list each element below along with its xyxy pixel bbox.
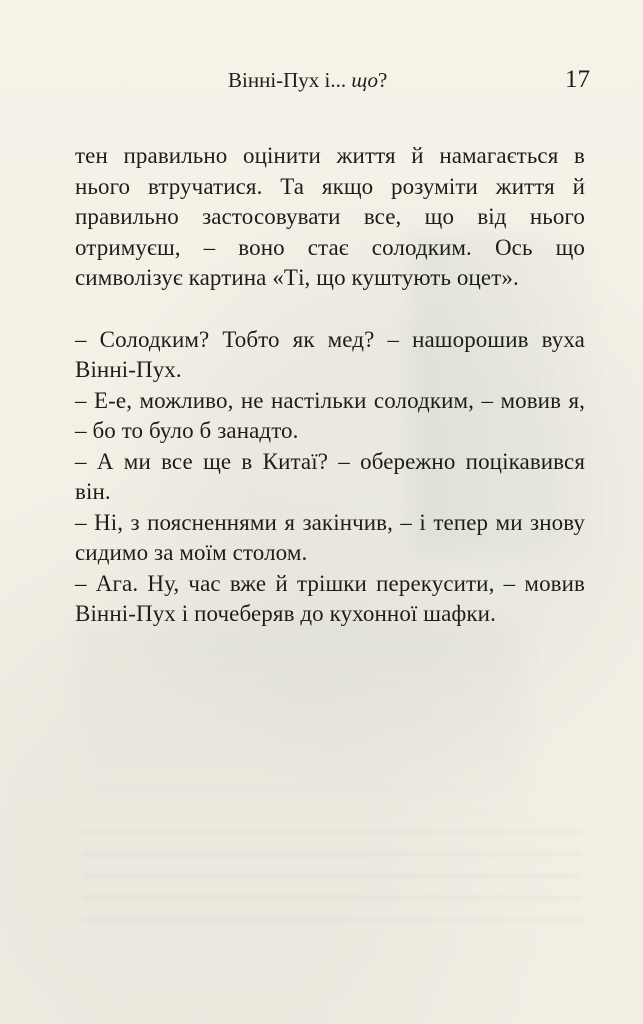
running-head-italic: що (351, 68, 379, 92)
page-text (75, 141, 585, 630)
dialogue-block (75, 325, 585, 630)
show-through-text (82, 830, 582, 940)
running-header (0, 65, 643, 101)
dialogue-line: – А ми все ще в Китаї? – обережно поцікавився він. (75, 448, 585, 504)
running-head (228, 65, 387, 95)
running-head-main: Вінні-Пух і... (228, 68, 352, 92)
dialogue-line: – Солодким? Тобто як мед? – нашорошив вуха Вінні-Пух. (75, 326, 585, 382)
dialogue-line: – Ні, з поясненнями я закінчив, – і тепер ми знову сидимо за моїм столом. (75, 509, 585, 565)
page-number: 17 (565, 66, 590, 93)
paragraph: тен правильно оцінити життя й намагається в нього втручатися. Та якщо розуміти життя й правильно застосовувати все, що від нього отримуєш, – воно стає солодким. Ось що символізує картина «Ті, що куштують оцет». (75, 143, 585, 290)
dialogue-line: – Е-е, можливо, не настільки солодким, – мовив я, – бо то було б занадто. (75, 387, 585, 443)
dialogue-line: – Ага. Ну, час вже й трішки перекусити, – мовив Вінні-Пух і почеберяв до кухонної шафки. (75, 570, 585, 626)
running-head-end: ? (378, 68, 388, 92)
show-through-illustration (75, 620, 525, 820)
